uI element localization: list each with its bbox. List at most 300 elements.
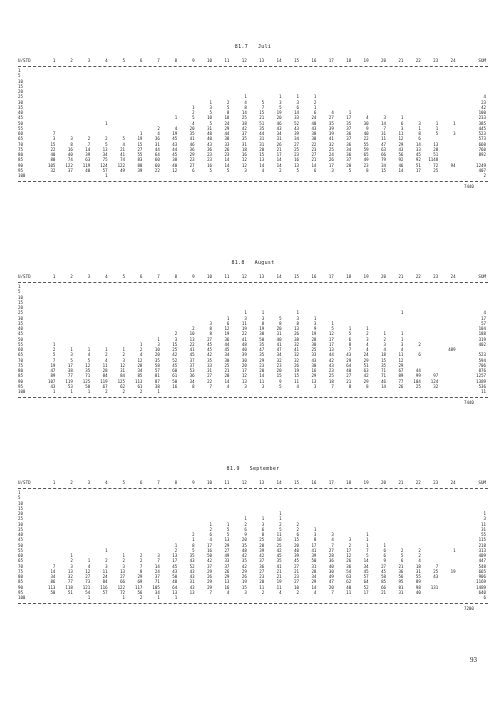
table-cell: 17 (311, 542, 317, 548)
table-cell: 7 (209, 589, 212, 595)
table-cell: 1 (331, 320, 334, 326)
table-cell: 29 (363, 378, 369, 384)
table-cell: 42 (241, 563, 247, 569)
table-cell: 18 (224, 115, 230, 121)
table-cell: 1 (453, 120, 456, 126)
table-cell: 548 (478, 563, 486, 569)
column-header: 6 (139, 58, 143, 63)
table-cell: 52 (189, 563, 195, 569)
table-cell: 3 (261, 383, 265, 389)
row-label: 95 (18, 383, 23, 389)
table-cell: 14 (381, 383, 386, 389)
table-cell: 31 (207, 368, 212, 373)
table-cell: 11 (381, 136, 386, 142)
table-cell: 13 (294, 326, 299, 331)
table-cell: 2 (348, 542, 352, 548)
table-cell: 48 (207, 131, 212, 136)
table-cell: 41 (294, 347, 299, 352)
row-label: 25 (18, 94, 23, 100)
table-cell: 27 (207, 336, 212, 342)
row-label: 85 (18, 579, 23, 585)
table-cell: 14 (224, 157, 230, 163)
table-title: 81.9 September (226, 466, 280, 472)
table-cell: 1 (105, 120, 108, 126)
table-cell: 67 (102, 383, 108, 389)
table-cell: 36 (207, 146, 212, 152)
table-cell: 31 (311, 563, 317, 569)
table-cell: 100 (478, 110, 486, 115)
table-cell: 20 (294, 542, 299, 548)
table-cell: 34 (50, 574, 56, 579)
column-header: 19 (363, 274, 369, 279)
table-cell: 75 (102, 157, 108, 163)
table-cell: 42 (328, 357, 334, 363)
table-cell: 22 (50, 146, 56, 152)
table-cell: 2 (139, 553, 143, 558)
table-cell: 44 (259, 131, 265, 136)
column-header: 23 (433, 480, 439, 485)
row-label: 60 (18, 131, 23, 136)
table-cell: 4 (331, 537, 334, 543)
table-cell: 20 (224, 373, 230, 379)
table-cell: 119 (82, 162, 91, 168)
table-cell: 25 (241, 115, 247, 121)
row-label: 30 (18, 99, 23, 105)
table-cell: 188 (478, 331, 486, 337)
table-cell: 1 (192, 104, 195, 110)
column-header: 12 (241, 480, 247, 485)
table-cell: 16 (207, 162, 212, 168)
table-cell: 3 (313, 383, 317, 389)
table-cell: 122 (117, 162, 125, 168)
row-label: 40 (18, 110, 23, 115)
table-cell: 23 (276, 362, 282, 368)
table-cell: 115 (478, 537, 486, 543)
table-cell: 1 (296, 94, 299, 100)
table-cell: 35 (346, 120, 352, 126)
table-cell: 5 (122, 136, 125, 142)
table-cell: 1 (105, 547, 108, 553)
table-row (18, 595, 488, 600)
table-cell: 40 (50, 152, 56, 157)
table-cell: 1 (157, 389, 160, 394)
table-cell: 57 (481, 320, 486, 326)
table-cell: 2 (192, 326, 195, 331)
table-cell: 39 (241, 352, 247, 358)
row-label: 25 (18, 310, 23, 316)
table-cell: 22 (311, 141, 317, 147)
table-cell: 5 (209, 167, 212, 173)
table-cell: 51 (433, 152, 439, 157)
table-cell: 2 (313, 99, 317, 105)
table-cell: 7 (139, 563, 143, 569)
table-cell: 1 (400, 331, 404, 337)
table-cell: 69 (137, 579, 143, 585)
column-header: 4 (105, 274, 108, 279)
table-cell: 31 (276, 331, 282, 337)
table-cell: 8 (418, 131, 421, 136)
table-cell: 29 (224, 125, 230, 131)
table-cell: 21 (259, 115, 265, 121)
table-cell: 35 (328, 120, 334, 126)
table-cell: 4 (383, 347, 386, 352)
table-cell: 40 (85, 167, 91, 173)
table-cell: 4 (366, 341, 369, 347)
table-cell: 51 (363, 362, 369, 368)
row-label: 10 (18, 500, 23, 506)
table-cell: 6 (192, 167, 195, 173)
table-cell: 36 (346, 141, 352, 147)
table-cell: 45 (172, 362, 178, 368)
table-cell: 86 (50, 579, 56, 585)
table-cell: 3 (70, 563, 73, 569)
table-cell: 26 (328, 157, 334, 163)
table-cell: 32 (276, 357, 282, 363)
table-cell: 24 (311, 115, 317, 121)
table-cell: 2 (105, 352, 108, 358)
row-label: 20 (18, 89, 23, 94)
table-cell: 3 (209, 320, 212, 326)
table-cell: 5 (331, 326, 334, 331)
column-header: 21 (398, 58, 404, 63)
table-cell: 4 (483, 310, 486, 316)
table-cell: 5 (192, 115, 195, 121)
table-cell: 8 (261, 532, 265, 537)
table-cell: 4 (139, 352, 143, 358)
table-cell: 49 (120, 167, 125, 173)
table-cell: 23 (207, 157, 212, 163)
row-label: 100 (18, 173, 26, 178)
table-cell: 39 (85, 152, 91, 157)
table-cell: 407 (478, 167, 486, 173)
table-body (18, 284, 488, 394)
table-cell: 56 (137, 589, 143, 595)
table-cell: 26 (346, 558, 352, 564)
table-cell: 56 (398, 574, 404, 579)
column-header: 11 (224, 58, 230, 63)
table-cell: 31 (415, 568, 421, 574)
table-cell: 1257 (476, 373, 486, 379)
table-cell: 2 (122, 558, 125, 564)
table-cell: 22 (363, 136, 369, 142)
table-cell: 28 (102, 368, 108, 373)
table-cell: 15 (294, 373, 299, 379)
column-header: 10 (206, 480, 212, 485)
table-cell: 8 (313, 537, 317, 543)
table-cell: 3 (366, 336, 369, 342)
table-cell: 573 (478, 136, 486, 142)
table-cell: 118 (65, 584, 73, 590)
table-cell: 28 (433, 146, 439, 152)
table-cell: 45 (224, 347, 230, 352)
table-cell: 11 (481, 521, 486, 527)
row-label: 45 (18, 331, 23, 337)
table-cell: 7 (87, 141, 91, 147)
table-cell: 28 (311, 336, 317, 342)
table-cell: 23 (259, 362, 265, 368)
table-cell: 2 (279, 521, 282, 527)
table-cell: 87 (154, 378, 160, 384)
table-cell: 7 (52, 563, 56, 569)
table-cell: 1 (70, 553, 73, 558)
column-header: 3 (87, 480, 91, 485)
table-cell: 17 (172, 558, 178, 564)
table-cell: 71 (154, 579, 160, 585)
table-cell: 51 (67, 589, 73, 595)
table-cell: 27 (120, 574, 125, 579)
table-cell: 19 (241, 326, 247, 331)
table-cell: 21 (398, 563, 404, 569)
table-cell: 3 (52, 136, 56, 142)
table-cell: 1 (226, 521, 230, 527)
table-cell: 36 (328, 558, 334, 564)
table-cell: 1 (192, 537, 195, 543)
column-header: 18 (346, 480, 352, 485)
table-cell: 25 (328, 146, 334, 152)
table-cell: 95 (398, 579, 404, 585)
table-cell: 50 (172, 378, 178, 384)
bottom-rule (18, 603, 488, 604)
table-cell: 131 (430, 584, 439, 590)
table-cell: 84 (102, 373, 108, 379)
row-label: 50 (18, 336, 23, 342)
table-row (18, 389, 488, 394)
table-cell: 14 (50, 568, 56, 574)
table-cell: 47 (276, 347, 282, 352)
table-cell: 1 (174, 115, 178, 121)
table-cell: 523 (478, 352, 486, 358)
table-cell: 13 (120, 568, 125, 574)
table-cell: 31 (189, 579, 195, 585)
table-cell: 8 (366, 167, 369, 173)
table-header (18, 58, 488, 66)
table-cell: 15 (381, 357, 386, 363)
table-cell: 3 (331, 532, 334, 537)
table-cell: 6 (296, 104, 299, 110)
table-cell: 44 (154, 146, 160, 152)
table-cell: 27 (294, 563, 299, 569)
row-label: 35 (18, 320, 23, 326)
table-cell: 2 (192, 532, 195, 537)
table-cell: 35 (241, 542, 247, 548)
table-cell: 21 (276, 146, 282, 152)
table-cell: 18 (381, 352, 386, 358)
table-cell: 2 (296, 526, 299, 532)
row-label: 55 (18, 125, 23, 131)
table-cell: 71 (381, 368, 386, 373)
table-cell: 1 (174, 595, 178, 600)
table-cell: 34 (276, 352, 282, 358)
table-cell: 20 (189, 125, 195, 131)
table-cell: 81 (154, 373, 160, 379)
row-label: 40 (18, 326, 23, 331)
table-cell: 31 (259, 136, 265, 142)
table-cell: 45 (207, 341, 212, 347)
table-cell: 64 (363, 579, 369, 585)
table-cell: 4 (418, 558, 421, 564)
column-header: 6 (139, 274, 143, 279)
column-header: 16 (311, 58, 317, 63)
table-cell: 124 (100, 162, 108, 168)
table-cell: 31 (381, 131, 386, 136)
column-header: 3 (87, 58, 91, 63)
table-cell: 41 (120, 152, 125, 157)
row-label: 55 (18, 341, 23, 347)
table-cell: 20 (259, 368, 265, 373)
table-cell: 26 (207, 574, 212, 579)
table-cell: 37 (346, 125, 352, 131)
table-cell: 28 (328, 553, 334, 558)
table-cell: 34 (154, 589, 160, 595)
table-cell: 33 (294, 115, 299, 121)
table-cell: 2 (279, 167, 282, 173)
table-cell: 71 (85, 373, 91, 379)
table-header (18, 480, 488, 488)
table-cell: 37 (259, 558, 265, 564)
table-cell: 3 (261, 315, 265, 321)
column-header: 2 (70, 58, 73, 63)
table-cell: 12 (328, 331, 334, 337)
table-cell: 37 (154, 574, 160, 579)
table-cell: 18 (415, 563, 421, 569)
table-cell: 2 (122, 389, 125, 394)
table-cell: 10 (294, 584, 299, 590)
table-cell: 121 (82, 584, 91, 590)
table-cell: 14 (276, 162, 282, 168)
table-cell: 29 (207, 584, 212, 590)
table-cell: 2 (139, 389, 143, 394)
table-cell: 27 (137, 146, 143, 152)
table-cell: 62 (346, 579, 352, 585)
table-cell: 89 (50, 373, 56, 379)
table-cell: 5 (296, 167, 299, 173)
table-cell: 14 (224, 162, 230, 168)
table-cell: 63 (363, 368, 369, 373)
table-cell: 5 (261, 99, 265, 105)
table-cell: 28 (311, 568, 317, 574)
table-cell: 8 (209, 326, 212, 331)
table-cell: 26 (294, 362, 299, 368)
table-cell: 8 (366, 383, 369, 389)
table-cell: 22 (189, 341, 195, 347)
table-cell: 89 (415, 579, 421, 585)
table-cell: 31 (241, 141, 247, 147)
table-cell: 79 (381, 157, 386, 163)
table-cell: 4 (157, 131, 160, 136)
table-cell: 20 (328, 584, 334, 590)
table-cell: 3 (244, 315, 247, 321)
table-cell: 14 (224, 378, 230, 384)
table-cell: 46 (398, 162, 404, 168)
table-cell: 20 (241, 537, 247, 543)
table-title: 81.7 Juli (234, 44, 272, 50)
table-cell: 36 (189, 373, 195, 379)
table-cell: 38 (224, 136, 230, 142)
table-cell: 36 (189, 146, 195, 152)
table-cell: 17 (276, 152, 282, 157)
table-cell: 43 (433, 574, 439, 579)
table-cell: 30 (259, 331, 265, 337)
table-cell: 35 (259, 341, 265, 347)
column-header: 11 (224, 480, 230, 485)
header-label: U/STD (18, 480, 31, 485)
table-cell: 2 (226, 99, 230, 105)
row-label: 5 (18, 289, 21, 295)
table-cell: 1 (87, 389, 91, 394)
table-cell: 29 (224, 574, 230, 579)
table-cell: 27 (189, 162, 195, 168)
table-cell: 17 (328, 341, 334, 347)
table-cell: 5 (105, 141, 108, 147)
table-cell: 1 (383, 331, 386, 337)
table-cell: 7 (209, 383, 212, 389)
table-cell: 4 (331, 110, 334, 115)
table-cell: 37 (189, 362, 195, 368)
table-cell: 35 (259, 352, 265, 358)
table-cell: 19 (224, 331, 230, 337)
table-cell: 3 (174, 336, 178, 342)
table-cell: 7 (52, 131, 56, 136)
table-cell: 27 (259, 568, 265, 574)
table-cell: 1 (435, 125, 439, 131)
table-cell: 27 (207, 373, 212, 379)
table-cell: 29 (259, 357, 265, 363)
table-cell: 760 (478, 146, 486, 152)
table-cell: 52 (363, 584, 369, 590)
column-header: 19 (363, 480, 369, 485)
table-cell: 43 (346, 352, 352, 358)
column-header: 8 (174, 274, 178, 279)
table-cell: 46 (276, 120, 282, 126)
table-cell: 5 (366, 553, 369, 558)
table-cell: 63 (85, 157, 91, 163)
table-cell: 36 (398, 568, 404, 574)
table-cell: 50 (50, 589, 56, 595)
table-cell: 32 (294, 357, 299, 363)
header-label: U/STD (18, 274, 31, 279)
table-cell: 41 (241, 336, 247, 342)
table-cell: 447 (478, 558, 486, 564)
table-cell: 50 (311, 558, 317, 564)
table-cell: 38 (172, 157, 178, 163)
table-cell: 104 (413, 378, 421, 384)
table-cell: 39 (259, 547, 265, 553)
table-cell: 4 (366, 347, 369, 352)
table-cell: 26 (294, 331, 299, 337)
table-cell: 85 (381, 579, 386, 585)
row-label: 35 (18, 526, 23, 532)
table-cell: 29 (311, 579, 317, 585)
table-cell: 25 (172, 347, 178, 352)
column-header: 22 (415, 480, 421, 485)
table-cell: 5 (435, 131, 439, 136)
table-cell: 1 (105, 347, 108, 352)
table-cell: 13 (328, 347, 334, 352)
table-cell: 45 (207, 347, 212, 352)
table-cell: 5 (279, 526, 282, 532)
column-header: 20 (380, 480, 386, 485)
table-cell: 385 (478, 120, 486, 126)
table-cell: 51 (259, 120, 265, 126)
table-cell: 50 (207, 553, 212, 558)
table-cell: 105 (152, 584, 160, 590)
table-cell: 13 (224, 537, 230, 543)
table-cell: 31 (259, 141, 265, 147)
table-cell: 33 (224, 558, 230, 564)
table-cell: 21 (276, 568, 282, 574)
table-cell: 31 (120, 368, 125, 373)
table-cell: 13 (259, 157, 265, 163)
